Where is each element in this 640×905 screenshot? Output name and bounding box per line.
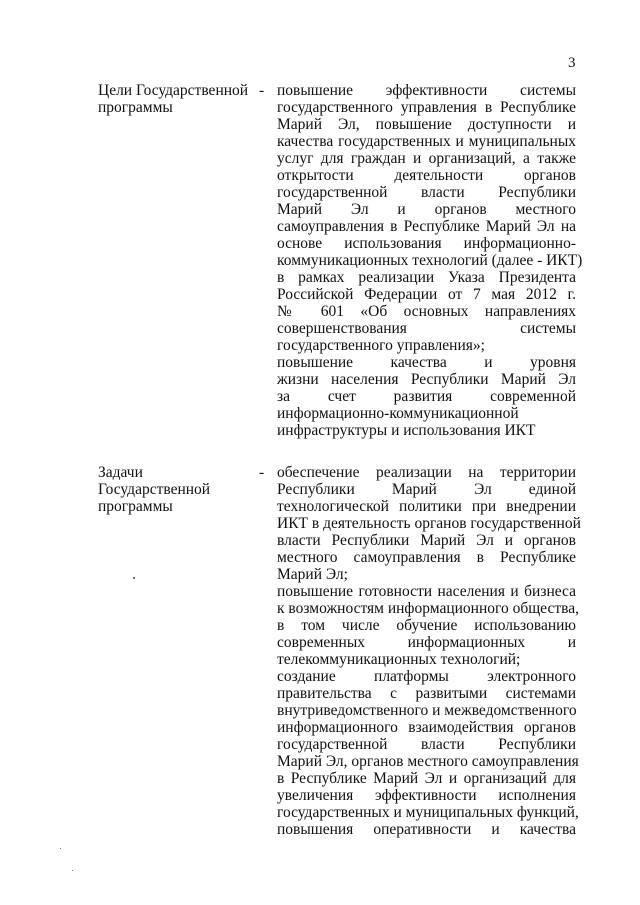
scan-speck bbox=[60, 848, 61, 849]
text-line: государственной власти Республики bbox=[277, 184, 576, 201]
text-line: к возможностям информационного общества, bbox=[277, 600, 579, 617]
text-line: в Республике Марий Эл и организаций для bbox=[277, 770, 576, 787]
text-line: в рамках реализации Указа Президента bbox=[277, 269, 576, 286]
text-line: инфраструктуры и использования ИКТ bbox=[277, 422, 536, 439]
text-line: информационно-коммуникационной bbox=[277, 405, 519, 422]
text-line: открытости деятельности органов bbox=[277, 167, 576, 184]
text-line: местного самоуправления в Республике bbox=[277, 549, 576, 566]
label-line: Государственной bbox=[98, 481, 211, 498]
dash-separator: - bbox=[259, 464, 265, 481]
label-line: программы bbox=[98, 498, 173, 515]
text-line: повышения оперативности и качества bbox=[277, 821, 576, 838]
text-line: повышение качества и уровня bbox=[277, 354, 576, 371]
label-line: Цели Государственной bbox=[98, 82, 249, 99]
text-line: информационного взаимодействия органов bbox=[277, 719, 576, 736]
scan-speck bbox=[72, 870, 73, 871]
text-line: совершенствования системы bbox=[277, 320, 576, 337]
text-line: повышение эффективности системы bbox=[277, 82, 576, 99]
text-line: технологической политики при внедрении bbox=[277, 498, 576, 515]
text-line: основе использования информационно- bbox=[277, 235, 576, 252]
text-line: обеспечение реализации на территории bbox=[277, 464, 576, 481]
goals-label bbox=[98, 82, 268, 116]
text-line: Марий Эл, повышение доступности и bbox=[277, 116, 576, 133]
text-line: правительства с развитыми системами bbox=[277, 685, 576, 702]
text-line: повышение готовности населения и бизнеса bbox=[277, 583, 576, 600]
scan-speck bbox=[133, 577, 135, 579]
label-line: Задачи bbox=[98, 464, 143, 481]
text-line: Республики Марий Эл единой bbox=[277, 481, 576, 498]
dash-separator: - bbox=[259, 82, 265, 99]
goals-text bbox=[277, 82, 583, 439]
text-line: услуг для граждан и организаций, а также bbox=[277, 150, 576, 167]
text-line: увеличения эффективности исполнения bbox=[277, 787, 576, 804]
tasks-label bbox=[98, 464, 268, 515]
text-line: государственного управления в Республике bbox=[277, 99, 576, 116]
text-line: государственных и муниципальных функций, bbox=[277, 804, 579, 821]
text-line: жизни населения Республики Марий Эл bbox=[277, 371, 576, 388]
tasks-text bbox=[277, 464, 581, 838]
text-line: Марий Эл, органов местного самоуправления bbox=[277, 753, 579, 770]
text-line: создание платформы электронного bbox=[277, 668, 576, 685]
text-line: телекоммуникационных технологий; bbox=[277, 651, 521, 668]
text-line: внутриведомственного и межведомственного bbox=[277, 702, 577, 719]
text-line: самоуправления в Республике Марий Эл на bbox=[277, 218, 576, 235]
text-line: Марий Эл и органов местного bbox=[277, 201, 576, 218]
text-line: Российской Федерации от 7 мая 2012 г. bbox=[277, 286, 576, 303]
text-line: ИКТ в деятельность органов государственной bbox=[277, 515, 581, 532]
text-line: коммуникационных технологий (далее - ИКТ) bbox=[277, 252, 583, 269]
text-line: Марий Эл; bbox=[277, 566, 348, 583]
text-line: государственного управления»; bbox=[277, 337, 485, 354]
text-line: за счет развития современной bbox=[277, 388, 576, 405]
text-line: государственной власти Республики bbox=[277, 736, 576, 753]
text-line: современных информационных и bbox=[277, 634, 576, 651]
text-line: № 601 «Об основных направлениях bbox=[277, 303, 576, 320]
text-line: власти Республики Марий Эл и органов bbox=[277, 532, 576, 549]
page-number: 3 bbox=[568, 55, 576, 71]
label-line: программы bbox=[98, 99, 173, 116]
text-line: в том числе обучение использованию bbox=[277, 617, 576, 634]
text-line: качества государственных и муниципальных bbox=[277, 133, 576, 150]
